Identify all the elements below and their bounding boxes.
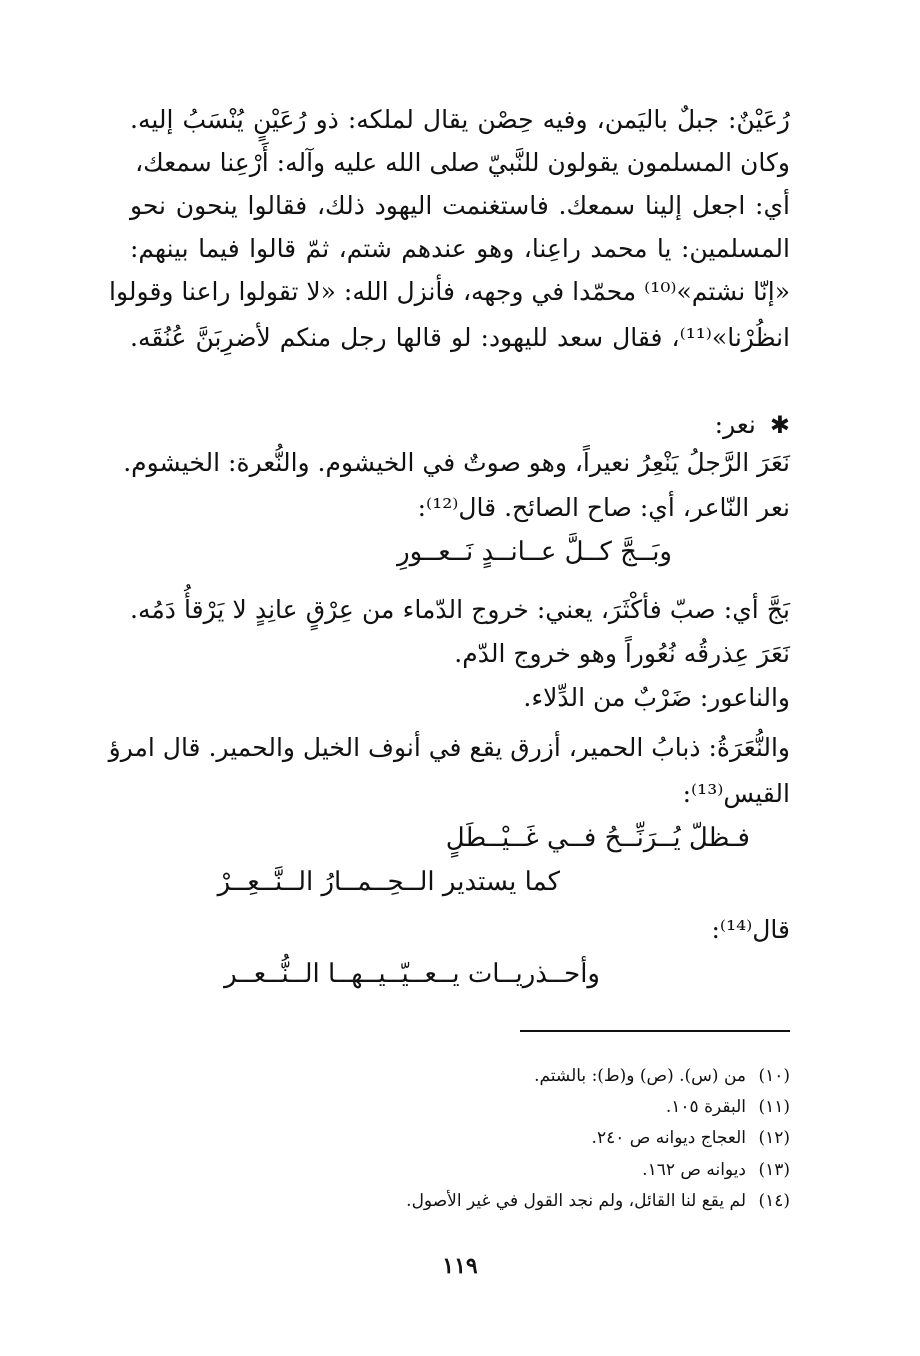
entry-heading-text: نعر: bbox=[714, 410, 756, 439]
verse-line: فـظلّ يُــرَنِّــحُ فــي غَــيْــطَلٍ bbox=[445, 823, 750, 853]
footnote-text: لم يقع لنا القائل، ولم نجد القول في غير الأصول. bbox=[406, 1191, 746, 1211]
footnote-number: (١٤) bbox=[758, 1191, 790, 1211]
footnote-number: (١٠) bbox=[758, 1066, 790, 1086]
footnote-separator bbox=[520, 1030, 790, 1032]
body-line: نَعَرَ عِذرقُه نُعُوراً وهو خروج الدّم. bbox=[454, 639, 790, 668]
body-line: المسلمين: يا محمد راعِنا، وهو عندهم شتم، ثمّ قالوا فيما بينهم: bbox=[130, 234, 790, 263]
verse-line: وأحــذريــات يــعــيّــيــهــا الــنُّــعــر bbox=[224, 959, 600, 989]
body-line: والناعور: ضَرْبٌ من الدِّلاء. bbox=[523, 683, 790, 712]
body-line: والنُّعَرَةُ: ذبابُ الحمير، أزرق يقع في أنوف الخيل والحمير. قال امرؤ bbox=[108, 733, 790, 762]
entry-line: نَعَرَ الرَّجلُ يَنْعِرُ نعيراً، وهو صوتٌ في الخيشوم. والنُّعرة: الخيشوم. bbox=[123, 448, 790, 477]
page-number: ١١٩ bbox=[442, 1253, 478, 1279]
body-line: «إنّا نشتم»⁽¹⁰⁾ محمّدا في وجهه، فأنزل الله: «لا تقولوا راعنا وقولوا bbox=[109, 277, 790, 306]
entry-heading bbox=[715, 405, 790, 445]
verse-line: كما يستدير الــحِــمــارُ الــنَّــعِــرْ bbox=[217, 867, 560, 897]
body-line: قال⁽¹⁴⁾: bbox=[711, 915, 790, 944]
footnote bbox=[406, 1187, 790, 1215]
footnote-number: (١١) bbox=[758, 1097, 790, 1117]
body-line: القيس⁽¹³⁾: bbox=[682, 779, 790, 808]
footnote bbox=[666, 1093, 790, 1121]
footnote bbox=[534, 1062, 790, 1090]
body-line: رُعَيْنٌ: جبلٌ باليَمن، وفيه حِصْن يقال لملكه: ذو رُعَيْنٍ يُنْسَبُ إليه. bbox=[130, 105, 790, 134]
entry-line: نعر النّاعر، أي: صاح الصائح. قال⁽¹²⁾: bbox=[417, 493, 790, 522]
body-line: وكان المسلمون يقولون للنَّبيّ صلى الله عليه وآله: أَرْعِنا سمعك، bbox=[135, 148, 790, 177]
footnote-number: (١٣) bbox=[758, 1160, 790, 1180]
footnote-text: ديوانه ص ١٦٢. bbox=[642, 1160, 746, 1180]
body-line: بَجَّ أي: صبّ فأكْثَرَ، يعني: خروج الدّماء من عِرْقٍ عانِدٍ لا يَرْقأُ دَمُه. bbox=[130, 595, 790, 624]
footnote-text: من (س). (ص) و(ط): بالشتم. bbox=[534, 1066, 746, 1086]
footnote bbox=[592, 1124, 790, 1152]
footnote-text: البقرة ١٠٥. bbox=[665, 1097, 746, 1117]
footnote-text: العجاج ديوانه ص ٢٤٠. bbox=[591, 1128, 746, 1148]
body-line: انظُرْنا»⁽¹¹⁾، فقال سعد لليهود: لو قالها رجل منكم لأضرِبَنَّ عُنُقَه. bbox=[130, 323, 790, 352]
footnote bbox=[642, 1156, 790, 1184]
body-line: أي: اجعل إلينا سمعك. فاستغنمت اليهود ذلك، فقالوا ينحون نحو bbox=[130, 191, 790, 220]
footnote-number: (١٢) bbox=[758, 1128, 790, 1148]
verse-line: وبَــجَّ كــلَّ عــانــدٍ نَــعــورِ bbox=[397, 537, 672, 567]
entry-star: ✱ bbox=[769, 411, 790, 439]
